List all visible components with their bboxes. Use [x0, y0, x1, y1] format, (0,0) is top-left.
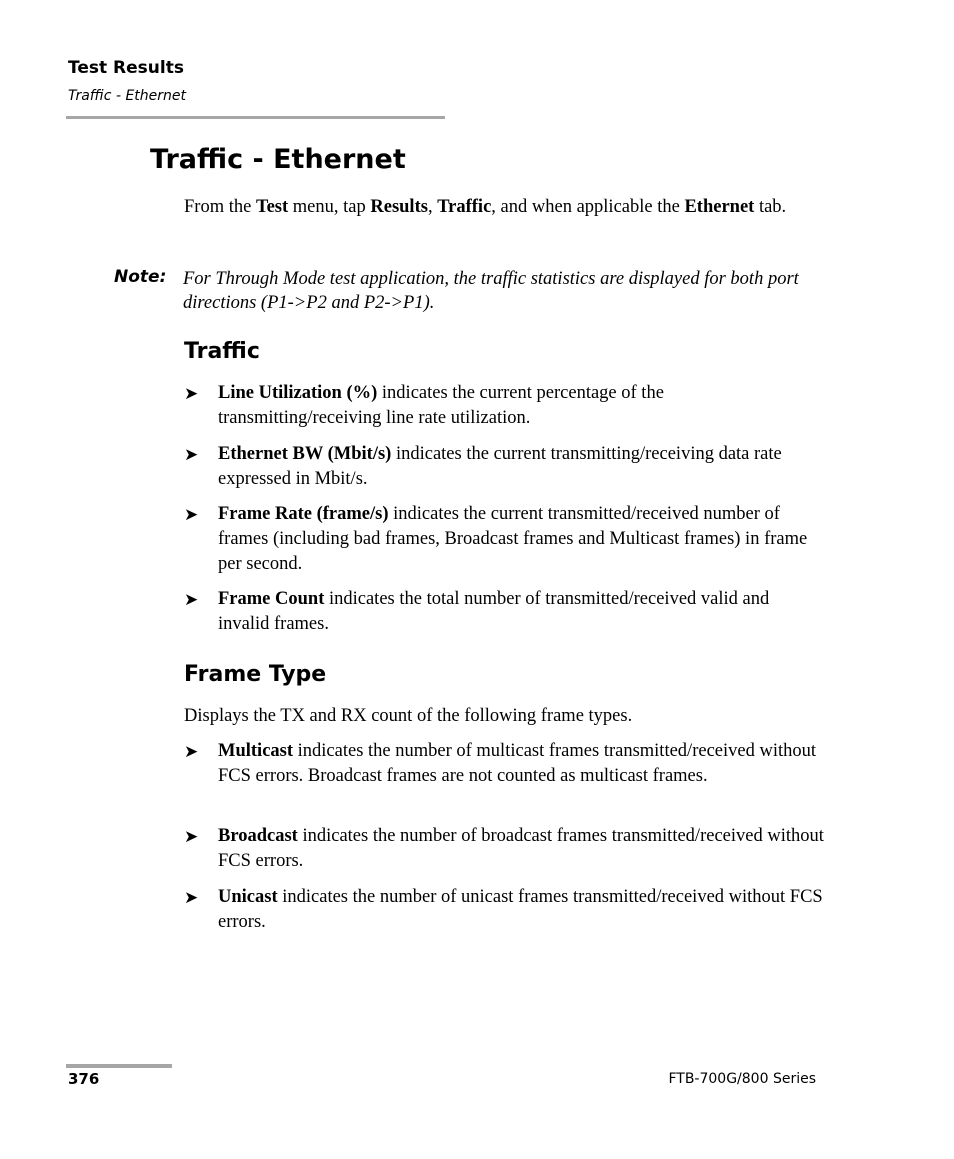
- intro-text: menu, tap: [288, 197, 371, 217]
- description: indicates the number of broadcast frames transmitted/received without FCS errors.: [218, 826, 824, 871]
- intro-text: tab.: [754, 197, 787, 217]
- intro-menu-traffic: Traffic: [437, 197, 492, 217]
- section-heading-frame-type: Frame Type: [184, 662, 327, 687]
- running-header-subtitle: Traffic - Ethernet: [68, 88, 186, 104]
- description: indicates the number of multicast frames transmitted/received without FCS errors. Broadcast frames are not counted as multicast frames.: [218, 741, 816, 786]
- bullet-arrow-icon: ➤: [184, 445, 199, 465]
- bullet-arrow-icon: ➤: [184, 505, 199, 525]
- intro-tab-ethernet: Ethernet: [684, 197, 755, 217]
- page-title: Traffic - Ethernet: [150, 144, 406, 175]
- footer-rule: [66, 1064, 172, 1068]
- note-text: For Through Mode test application, the traffic statistics are displayed for both port directions (P1->P2 and P2->P1).: [183, 269, 799, 313]
- term: Ethernet BW (Mbit/s): [218, 444, 392, 464]
- list-item: [184, 739, 824, 789]
- list-item: [184, 885, 824, 935]
- list-item: [184, 587, 824, 637]
- intro-menu-results: Results: [370, 197, 428, 217]
- intro-paragraph: [184, 195, 824, 219]
- term: Frame Count: [218, 589, 325, 609]
- term: Unicast: [218, 887, 278, 907]
- list-item: [184, 381, 824, 431]
- intro-menu-test: Test: [255, 197, 289, 217]
- description: indicates the number of unicast frames transmitted/received without FCS errors.: [218, 887, 823, 932]
- frame-type-intro: Displays the TX and RX count of the following frame types.: [184, 706, 633, 726]
- description: indicates the current percentage of the transmitting/receiving line rate utilization.: [218, 383, 664, 428]
- term: Multicast: [218, 741, 294, 761]
- bullet-arrow-icon: ➤: [184, 384, 199, 404]
- bullet-arrow-icon: ➤: [184, 888, 199, 908]
- list-item: [184, 502, 824, 577]
- running-header-title: Test Results: [68, 58, 184, 78]
- intro-text: , and when applicable the: [491, 197, 685, 217]
- list-item: [184, 824, 824, 874]
- description: indicates the total number of transmitted/received valid and invalid frames.: [218, 589, 770, 634]
- header-rule: [66, 116, 445, 119]
- term: Line Utilization (%): [218, 383, 378, 403]
- intro-text: From the: [184, 197, 256, 217]
- list-item: [184, 442, 824, 492]
- page-number: 376: [68, 1070, 100, 1088]
- section-heading-traffic: Traffic: [184, 339, 260, 364]
- term: Broadcast: [218, 826, 298, 846]
- description: indicates the current transmitted/received number of frames (including bad frames, Broadcast frames and Multicast frames) in frame per second.: [218, 504, 808, 574]
- term: Frame Rate (frame/s): [218, 504, 389, 524]
- product-series: FTB-700G/800 Series: [668, 1071, 816, 1087]
- note-label: Note:: [114, 267, 167, 287]
- intro-text: ,: [427, 197, 438, 217]
- description: indicates the current transmitting/receiving data rate expressed in Mbit/s.: [218, 444, 782, 489]
- bullet-arrow-icon: ➤: [184, 827, 199, 847]
- bullet-arrow-icon: ➤: [184, 590, 199, 610]
- bullet-arrow-icon: ➤: [184, 742, 199, 762]
